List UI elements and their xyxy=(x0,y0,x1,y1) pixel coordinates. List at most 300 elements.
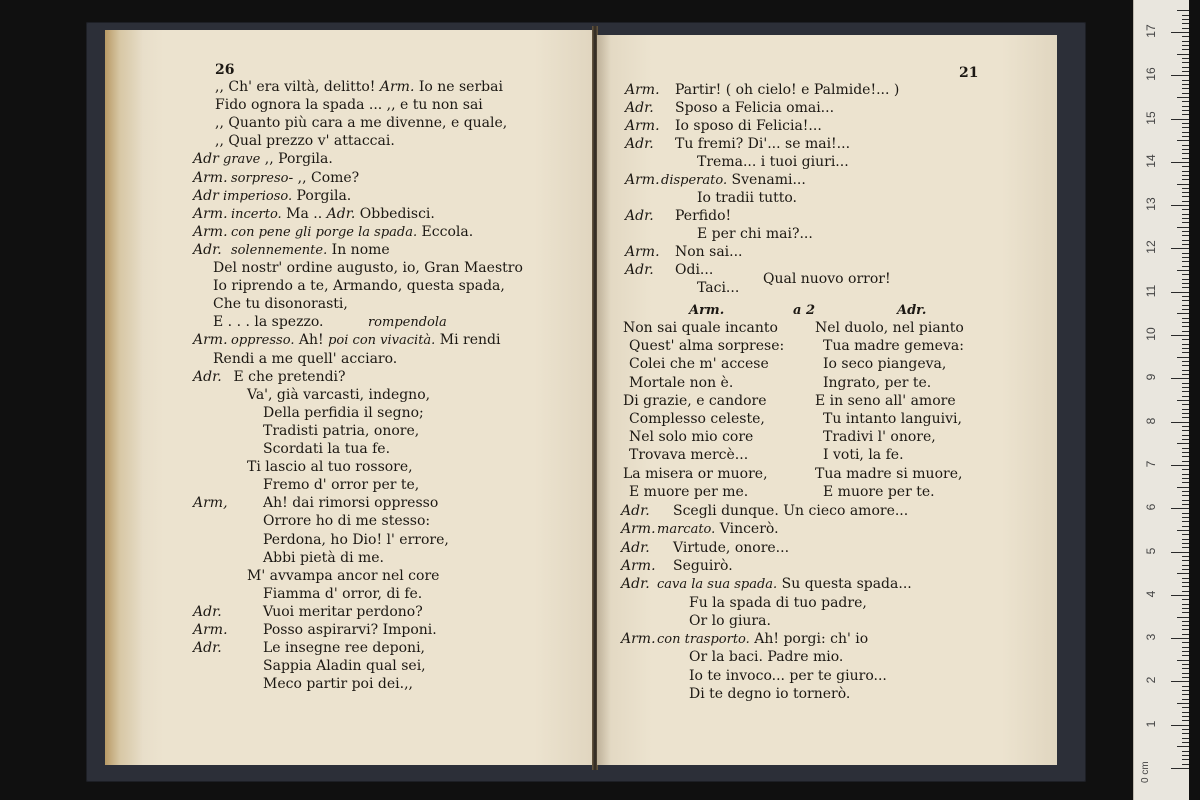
line-content xyxy=(689,667,887,685)
dialogue-text: Di te degno io tornerò. xyxy=(689,686,851,702)
dialogue-text: Ah! dai rimorsi oppresso xyxy=(263,495,439,512)
line-content xyxy=(263,494,438,512)
dialogue-text: ,, Porgila. xyxy=(260,151,333,168)
text-line xyxy=(597,171,1057,189)
ruler-number: 5 xyxy=(1144,547,1158,554)
ruler-tick xyxy=(1182,409,1189,410)
a2-header-mid: a 2 xyxy=(793,303,815,318)
text-line xyxy=(105,132,593,150)
ruler-tick xyxy=(1182,456,1189,457)
ruler-tick xyxy=(1182,738,1189,739)
text-line xyxy=(105,476,593,494)
text-line xyxy=(105,404,593,422)
dialogue-text: Virtude, onore... xyxy=(673,539,790,556)
ruler-tick xyxy=(1182,521,1189,522)
ruler-tick xyxy=(1182,668,1189,669)
ruler-tick xyxy=(1182,149,1189,150)
ruler-tick xyxy=(1182,279,1189,280)
ruler-tick xyxy=(1171,162,1189,163)
dialogue-text: Ingrato, per te. xyxy=(823,374,932,391)
ruler-tick xyxy=(1182,62,1189,63)
ruler-tick xyxy=(1182,318,1189,319)
speaker-label: Adr. xyxy=(621,503,650,519)
line-content xyxy=(263,512,430,530)
ruler-number: 7 xyxy=(1144,460,1158,468)
text-line xyxy=(105,603,593,621)
ruler-tick xyxy=(1177,54,1189,55)
speaker-label: Adr. xyxy=(193,640,222,657)
ruler-tick xyxy=(1182,361,1189,362)
ruler-tick xyxy=(1182,664,1189,665)
dialogue-text: ,, Ch' era viltà, delitto! xyxy=(215,79,380,95)
line-content xyxy=(231,331,500,350)
dialogue-text: Di grazie, e candore xyxy=(623,392,767,409)
speaker-label: Arm. xyxy=(193,622,228,638)
ruler-tick xyxy=(1177,357,1189,358)
ruler-tick xyxy=(1182,201,1189,202)
speaker-label: Arm. xyxy=(625,172,660,188)
ruler-tick xyxy=(1182,84,1189,85)
text-line xyxy=(597,648,1057,666)
ruler-unit: 0 cm xyxy=(1140,761,1151,783)
dialogue-text: E in seno all' amore xyxy=(815,392,956,409)
text-line xyxy=(105,150,593,168)
dialogue-text: Mi rendi xyxy=(435,332,501,349)
ruler-tick xyxy=(1182,15,1189,16)
ruler-tick xyxy=(1182,469,1189,470)
ruler-tick xyxy=(1171,205,1189,206)
speaker-label: Arm. xyxy=(621,521,656,538)
speaker-label: Adr. xyxy=(193,368,222,385)
dialogue-text: In nome xyxy=(327,241,390,258)
line-content xyxy=(223,187,351,206)
text-line xyxy=(105,331,593,349)
ruler-tick xyxy=(1177,270,1189,271)
dialogue-text: Fiamma d' orror, di fe. xyxy=(263,585,423,602)
duet-right-line xyxy=(597,465,1057,483)
line-content xyxy=(263,440,390,458)
text-line xyxy=(597,243,1057,261)
ruler-tick xyxy=(1171,75,1189,76)
text-line xyxy=(597,153,1057,171)
stage-direction: oppresso. xyxy=(231,333,295,349)
text-line xyxy=(105,259,593,277)
dialogue-text: Io tradii tutto. xyxy=(697,190,797,206)
dialogue-text: Sposo a Felicia omai... xyxy=(675,100,835,116)
dialogue-text: Quest' alma sorprese: xyxy=(629,338,785,355)
line-content xyxy=(215,96,483,114)
ruler-tick xyxy=(1182,179,1189,180)
ruler-tick xyxy=(1182,673,1189,674)
dialogue-text: E muore per te. xyxy=(823,483,935,500)
text-line xyxy=(105,241,593,259)
ruler-tick xyxy=(1182,93,1189,94)
right-page-number: 21 xyxy=(959,65,979,81)
dialogue-text: ,, Quanto più cara a me divenne, e quale, xyxy=(215,115,508,132)
dialogue-text: Ma .. xyxy=(281,205,327,222)
dialogue-text: Orrore ho di me stesso: xyxy=(263,513,431,530)
dialogue-text: - ,, Come? xyxy=(288,169,360,186)
text-line xyxy=(597,225,1057,243)
text-line xyxy=(105,96,593,114)
line-content xyxy=(689,648,843,666)
ruler-tick xyxy=(1182,547,1189,548)
text-line xyxy=(105,422,593,440)
ruler-tick xyxy=(1182,80,1189,81)
ruler-tick xyxy=(1182,396,1189,397)
dialogue-text: Del nostr' ordine augusto, io, Gran Maestro xyxy=(213,260,523,276)
line-content xyxy=(689,594,867,612)
ruler-number: 15 xyxy=(1144,110,1158,125)
line-content xyxy=(231,241,390,260)
dialogue-text: Fu la spada di tuo padre, xyxy=(689,594,867,611)
text-line xyxy=(105,531,593,549)
ruler-tick xyxy=(1171,725,1189,726)
dialogue-text: Tradivi l' onore, xyxy=(823,429,936,446)
ruler-tick xyxy=(1182,452,1189,453)
ruler-tick xyxy=(1171,335,1189,336)
duet-right-line xyxy=(597,410,1057,428)
ruler-number: 16 xyxy=(1144,67,1158,81)
ruler-tick xyxy=(1177,10,1189,11)
stage-direction: con trasporto. xyxy=(657,632,750,648)
a2-header-left: Arm. xyxy=(689,303,725,318)
dialogue-text: Ah! xyxy=(294,332,329,349)
ruler-tick xyxy=(1171,465,1189,466)
line-content xyxy=(661,171,806,190)
dialogue-text: Io te invoco... per te giuro... xyxy=(689,667,887,684)
duet-right-line xyxy=(597,446,1057,464)
ruler-tick xyxy=(1182,365,1189,366)
ruler-tick xyxy=(1177,660,1189,661)
speaker-label: Adr. xyxy=(193,241,222,258)
dialogue-text: Sappia Aladin qual sei, xyxy=(263,658,426,675)
ruler-tick xyxy=(1182,218,1189,219)
ruler-tick xyxy=(1182,430,1189,431)
line-content xyxy=(213,350,397,368)
speaker-label: Arm. xyxy=(625,244,660,260)
line-content xyxy=(675,99,834,117)
ruler-tick xyxy=(1177,443,1189,444)
line-content xyxy=(215,78,503,96)
ruler-tick xyxy=(1182,699,1189,700)
ruler-tick xyxy=(1182,694,1189,695)
text-line xyxy=(105,639,593,657)
line-content xyxy=(213,295,348,313)
dialogue-text: Nel duolo, nel pianto xyxy=(815,320,964,336)
line-content xyxy=(657,520,779,539)
speaker-label: Adr. xyxy=(625,136,654,152)
line-content xyxy=(263,675,413,693)
stage-direction: marcato. xyxy=(657,522,716,538)
line-content xyxy=(215,114,507,132)
dialogue-text: Or la baci. Padre mio. xyxy=(689,649,844,666)
dialogue-text: Va', già varcasti, indegno, xyxy=(247,386,431,403)
speaker-label: Arm, xyxy=(193,495,228,512)
line-content xyxy=(263,621,437,639)
text-line xyxy=(105,657,593,675)
ruler-tick xyxy=(1182,448,1189,449)
dialogue-text: Tu intanto languivi, xyxy=(823,411,962,427)
line-content xyxy=(263,404,424,422)
ruler-tick xyxy=(1182,634,1189,635)
ruler-number: 13 xyxy=(1144,197,1158,211)
dialogue-text: Tua madre si muore, xyxy=(815,465,963,482)
ruler-tick xyxy=(1182,582,1189,583)
ruler-tick xyxy=(1182,331,1189,332)
ruler-tick xyxy=(1182,716,1189,717)
ruler-tick xyxy=(1182,348,1189,349)
text-line xyxy=(597,667,1057,685)
ruler-tick xyxy=(1182,742,1189,743)
stage-direction: poi con vivacità. xyxy=(328,333,436,349)
duet-right-line xyxy=(597,392,1057,410)
ruler-tick xyxy=(1182,599,1189,600)
line-content xyxy=(657,575,912,594)
dialogue-text: Complesso celeste, xyxy=(629,411,765,427)
dialogue-text: E per chi mai?... xyxy=(697,226,813,242)
ruler-tick xyxy=(1182,604,1189,605)
ruler-tick xyxy=(1182,136,1189,137)
ruler-tick xyxy=(1177,184,1189,185)
ruler-tick xyxy=(1182,209,1189,210)
text-line xyxy=(105,277,593,295)
dialogue-text: Seguirò. xyxy=(673,557,733,574)
text-line xyxy=(105,350,593,368)
dialogue-text: Io riprendo a te, Armando, questa spada, xyxy=(213,278,505,295)
ruler-tick xyxy=(1182,655,1189,656)
speaker-label: Adr. xyxy=(625,100,654,116)
ruler-tick xyxy=(1182,608,1189,609)
ruler-tick xyxy=(1182,196,1189,197)
dialogue-text: Perfido! xyxy=(675,208,732,224)
dialogue-text: Ti lascio al tuo rossore, xyxy=(247,459,413,476)
duet-right-line xyxy=(597,355,1057,373)
line-content xyxy=(263,603,423,621)
ruler-tick xyxy=(1182,569,1189,570)
duet-right-line xyxy=(597,428,1057,446)
text-line xyxy=(105,78,593,96)
speaker-label: Arm. xyxy=(379,79,415,95)
ruler-tick xyxy=(1182,504,1189,505)
ruler-tick xyxy=(1182,287,1189,288)
ruler-number: 2 xyxy=(1144,677,1158,684)
ruler-tick xyxy=(1182,690,1189,691)
ruler-tick xyxy=(1182,625,1189,626)
ruler-tick xyxy=(1182,733,1189,734)
dialogue-text: Nel solo mio core xyxy=(629,429,754,446)
speaker-label: Arm. xyxy=(621,557,656,574)
ruler-tick xyxy=(1182,300,1189,301)
ruler-tick xyxy=(1182,751,1189,752)
ruler-tick xyxy=(1177,703,1189,704)
ruler-tick xyxy=(1182,629,1189,630)
ruler-tick xyxy=(1171,292,1189,293)
ruler-tick xyxy=(1182,67,1189,68)
text-line xyxy=(597,520,1057,538)
ruler-tick xyxy=(1182,647,1189,648)
dialogue-text: Svenami... xyxy=(727,172,806,188)
ruler-tick xyxy=(1182,478,1189,479)
ruler-tick xyxy=(1177,487,1189,488)
dialogue-text: Vuoi meritar perdono? xyxy=(263,603,423,620)
text-line xyxy=(105,440,593,458)
ruler-tick xyxy=(1182,339,1189,340)
dialogue-text: Abbi pietà di me. xyxy=(263,549,385,566)
dialogue-text: Odi... xyxy=(675,262,714,278)
ruler-tick xyxy=(1182,720,1189,721)
duet-right-line xyxy=(597,374,1057,392)
dialogue-text: Io ne serbai xyxy=(414,79,503,95)
dialogue-text: Colei che m' accese xyxy=(629,356,769,373)
ruler-number: 6 xyxy=(1144,503,1158,511)
speaker-label: Adr xyxy=(193,151,219,168)
ruler-number: 1 xyxy=(1144,720,1158,728)
text-line xyxy=(105,386,593,404)
dialogue-text: Le insegne ree deponi, xyxy=(263,640,426,657)
dialogue-text: Meco partir poi dei.,, xyxy=(263,676,413,693)
ruler-tick xyxy=(1182,374,1189,375)
line-content xyxy=(231,223,473,242)
ruler-tick xyxy=(1182,145,1189,146)
a2-header-right: Adr. xyxy=(897,303,927,318)
dialogue-text: Scegli dunque. Un cieco amore... xyxy=(673,503,909,519)
ruler-tick xyxy=(1182,283,1189,284)
ruler-number: 11 xyxy=(1144,284,1158,297)
measuring-ruler xyxy=(1133,0,1189,800)
speaker-label: Arm. xyxy=(193,205,228,222)
ruler-tick xyxy=(1182,677,1189,678)
ruler-tick xyxy=(1182,127,1189,128)
line-content xyxy=(215,132,395,150)
dialogue-text: La misera or muore, xyxy=(623,465,768,482)
dialogue-text: Or lo giura. xyxy=(689,612,771,629)
ruler-tick xyxy=(1182,513,1189,514)
dialogue-text: Vincerò. xyxy=(715,521,779,538)
ruler-tick xyxy=(1182,686,1189,687)
text-line xyxy=(105,675,593,693)
text-line xyxy=(105,187,593,205)
speaker-label: Arm. xyxy=(625,118,660,134)
speaker-label: Adr. xyxy=(621,539,650,556)
text-line xyxy=(597,539,1057,557)
line-content xyxy=(673,557,733,575)
speaker-label: Arm. xyxy=(193,223,228,240)
ruler-tick xyxy=(1182,158,1189,159)
dialogue-text: Porgila. xyxy=(292,187,352,204)
stage-direction: solennemente. xyxy=(231,242,328,258)
ruler-tick xyxy=(1171,508,1189,509)
line-content xyxy=(675,117,822,135)
line-content xyxy=(673,539,789,557)
dialogue-text: Partir! ( oh cielo! e Palmide!... ) xyxy=(675,82,900,98)
ruler-tick xyxy=(1182,417,1189,418)
dialogue-text: E . . . la spezzo. xyxy=(213,314,368,331)
ruler-tick xyxy=(1182,707,1189,708)
ruler-tick xyxy=(1182,495,1189,496)
ruler-number: 14 xyxy=(1144,154,1158,168)
ruler-tick xyxy=(1171,248,1189,249)
ruler-tick xyxy=(1171,768,1189,769)
ruler-tick xyxy=(1182,500,1189,501)
ruler-tick xyxy=(1182,461,1189,462)
line-content xyxy=(223,150,333,169)
ruler-tick xyxy=(1177,400,1189,401)
ruler-tick xyxy=(1182,539,1189,540)
text-line xyxy=(105,549,593,567)
ruler-tick xyxy=(1182,474,1189,475)
line-content xyxy=(231,169,359,188)
ruler-tick xyxy=(1182,41,1189,42)
ruler-tick xyxy=(1182,759,1189,760)
ruler-tick xyxy=(1177,97,1189,98)
text-line xyxy=(105,169,593,187)
line-content xyxy=(689,612,771,630)
line-content xyxy=(213,313,447,332)
ruler-tick xyxy=(1171,119,1189,120)
ruler-tick xyxy=(1182,621,1189,622)
ruler-tick xyxy=(1182,235,1189,236)
ruler-tick xyxy=(1182,526,1189,527)
dialogue-text: Eccola. xyxy=(417,223,474,240)
ruler-tick xyxy=(1177,617,1189,618)
text-line xyxy=(105,512,593,530)
dialogue-text: Fremo d' orror per te, xyxy=(263,477,420,494)
stage-direction: imperioso. xyxy=(223,188,293,204)
ruler-tick xyxy=(1182,253,1189,254)
ruler-tick xyxy=(1182,309,1189,310)
line-content xyxy=(263,549,384,567)
dialogue-text: Tua madre gemeva: xyxy=(823,338,964,355)
ruler-tick xyxy=(1182,45,1189,46)
ruler-tick xyxy=(1182,534,1189,535)
stage-direction: rompendola xyxy=(367,315,447,331)
line-content xyxy=(675,243,743,261)
ruler-tick xyxy=(1182,106,1189,107)
line-content xyxy=(675,81,899,99)
duet-right-line xyxy=(597,337,1057,355)
ruler-tick xyxy=(1182,543,1189,544)
stage-direction: con pene gli porge la spada. xyxy=(231,224,418,240)
stage-direction: sorpreso xyxy=(231,170,289,186)
ruler-tick xyxy=(1182,49,1189,50)
dialogue-text: Posso aspirarvi? Imponi. xyxy=(263,622,437,638)
speaker-label: Arm. xyxy=(621,631,656,648)
dialogue-text: Rendi a me quell' acciaro. xyxy=(213,350,398,367)
stage-direction: incerto. xyxy=(231,206,282,222)
ruler-tick xyxy=(1182,71,1189,72)
speaker-label: Adr. xyxy=(625,262,654,278)
text-line xyxy=(597,135,1057,153)
ruler-tick xyxy=(1182,435,1189,436)
ruler-tick xyxy=(1182,175,1189,176)
speaker-label: Adr. xyxy=(326,205,356,222)
text-line xyxy=(105,585,593,603)
ruler-tick xyxy=(1182,231,1189,232)
text-line xyxy=(105,458,593,476)
ruler-tick xyxy=(1182,266,1189,267)
line-content xyxy=(675,261,713,279)
dialogue-text: Io sposo di Felicia!... xyxy=(675,118,822,134)
ruler-number: 8 xyxy=(1144,417,1158,424)
line-content xyxy=(213,259,523,277)
dialogue-text: Non sai... xyxy=(675,244,743,260)
dialogue-text: E muore per me. xyxy=(629,483,749,500)
ruler-tick xyxy=(1177,140,1189,141)
line-content xyxy=(697,225,813,243)
ruler-number: 10 xyxy=(1144,327,1158,341)
ruler-tick xyxy=(1182,296,1189,297)
